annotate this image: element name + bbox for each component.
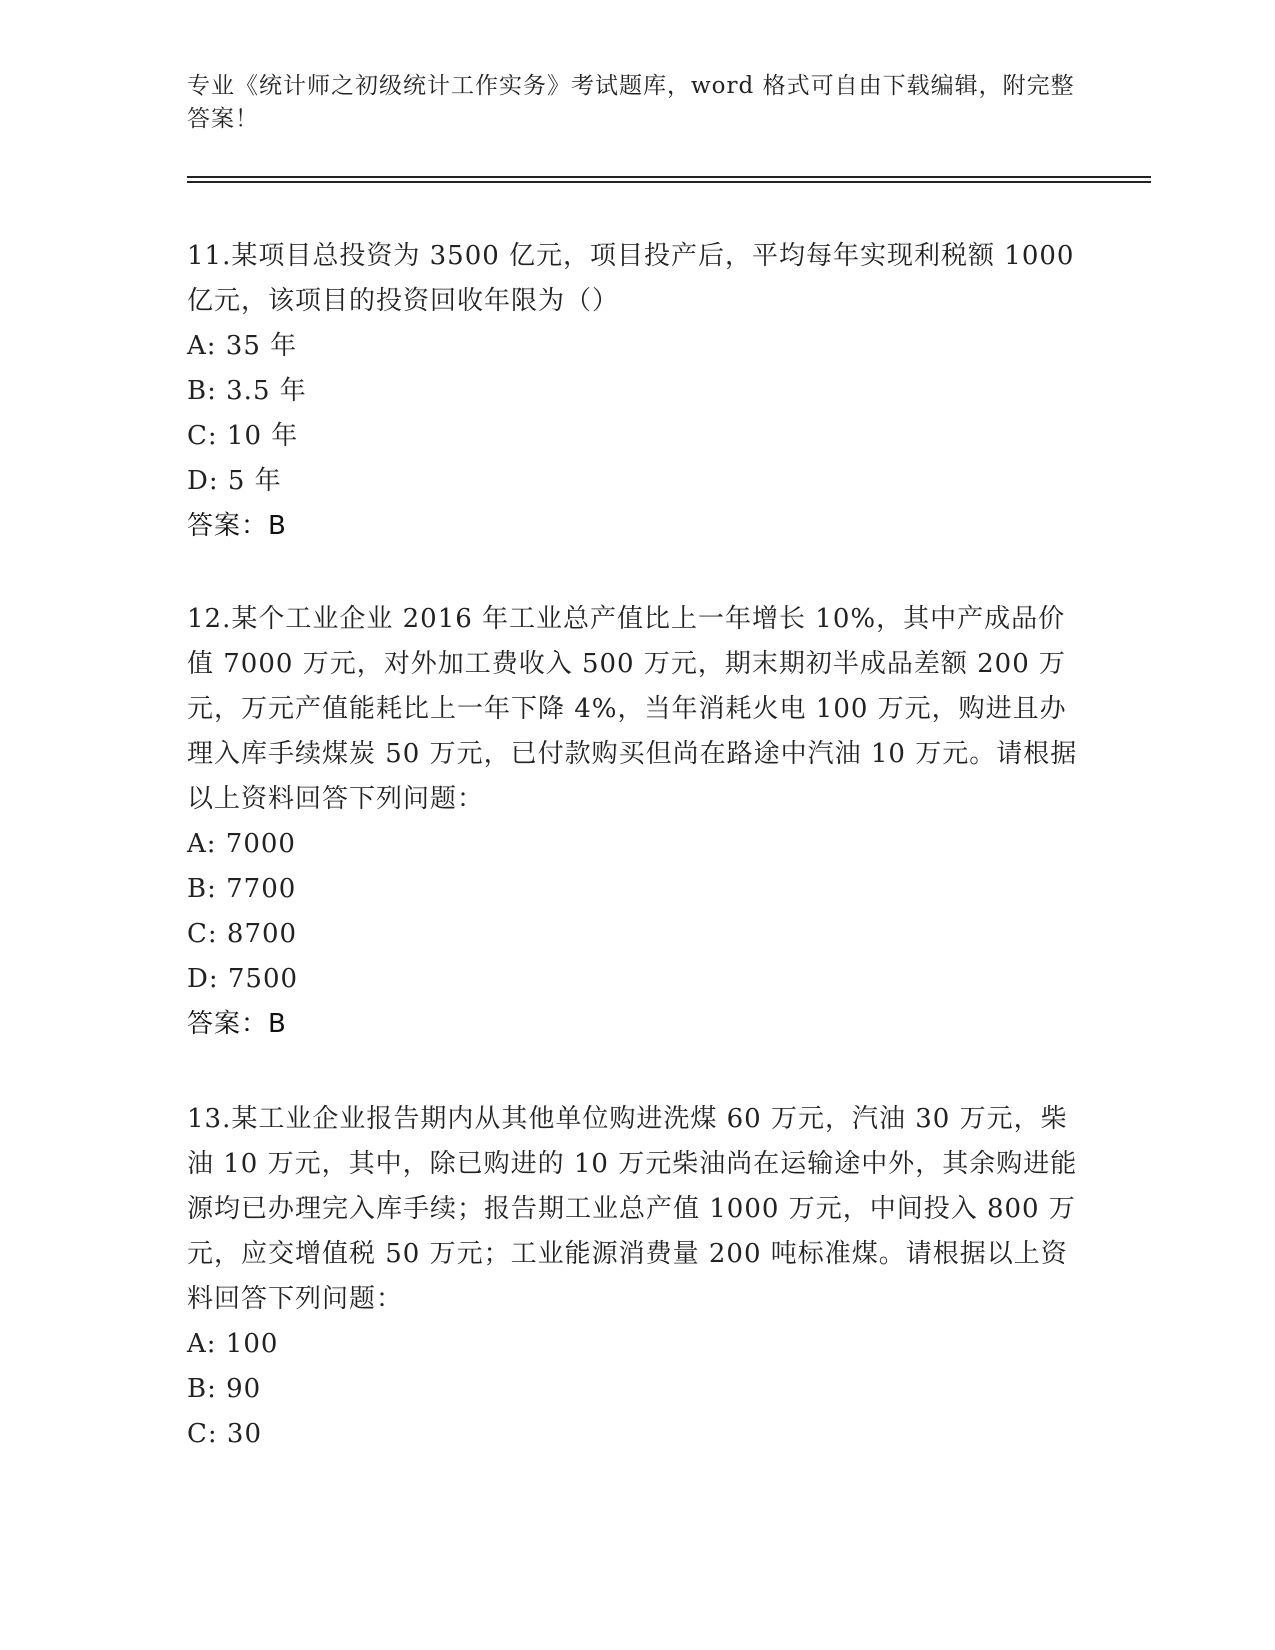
option-b: B: 3.5 年 xyxy=(187,376,307,406)
question-12 xyxy=(187,597,1087,1047)
document-intro: 专业《统计师之初级统计工作实务》考试题库，word 格式可自由下载编辑，附完整答案！ xyxy=(187,73,1075,132)
option-c: C: 30 xyxy=(187,1419,263,1449)
option-c: C: 10 年 xyxy=(187,421,299,451)
answer-line: 答案：B xyxy=(187,511,287,541)
question-text: 11.某项目总投资为 3500 亿元，项目投产后，平均每年实现利税额 1000 亿元，该项目的投资回收年限为（） xyxy=(187,241,1075,316)
option-b: B: 7700 xyxy=(187,874,297,904)
question-13 xyxy=(187,1097,1087,1457)
question-11 xyxy=(187,234,1087,549)
option-c: C: 8700 xyxy=(187,919,298,949)
question-text: 13.某工业企业报告期内从其他单位购进洗煤 60 万元，汽油 30 万元，柴油 10 万元，其中，除已购进的 10 万元柴油尚在运输途中外，其余购进能源均已办理完入库手续；报告期工业总产值 1000 万元，中间投入 800 万元，应交增值税 50 万元；工业能源消费量 200 吨标准煤。请根据以上资料回答下列问题： xyxy=(187,1104,1078,1314)
option-b: B: 90 xyxy=(187,1374,262,1404)
header-divider-bottom xyxy=(187,181,1151,183)
option-a: A: 35 年 xyxy=(187,331,298,361)
answer-line: 答案：B xyxy=(187,1009,287,1039)
option-a: A: 7000 xyxy=(187,829,296,859)
option-d: D: 5 年 xyxy=(187,466,282,496)
header-divider-top xyxy=(187,176,1151,178)
question-text: 12.某个工业企业 2016 年工业总产值比上一年增长 10%，其中产成品价值 7000 万元，对外加工费收入 500 万元，期末期初半成品差额 200 万元，万元产值能耗比上一年下降 4%，当年消耗火电 100 万元，购进且办理入库手续煤炭 50 万元，已付款购买但尚在路途中汽油 10 万元。请根据以上资料回答下列问题： xyxy=(187,604,1078,814)
option-d: D: 7500 xyxy=(187,964,299,994)
option-a: A: 100 xyxy=(187,1329,279,1359)
